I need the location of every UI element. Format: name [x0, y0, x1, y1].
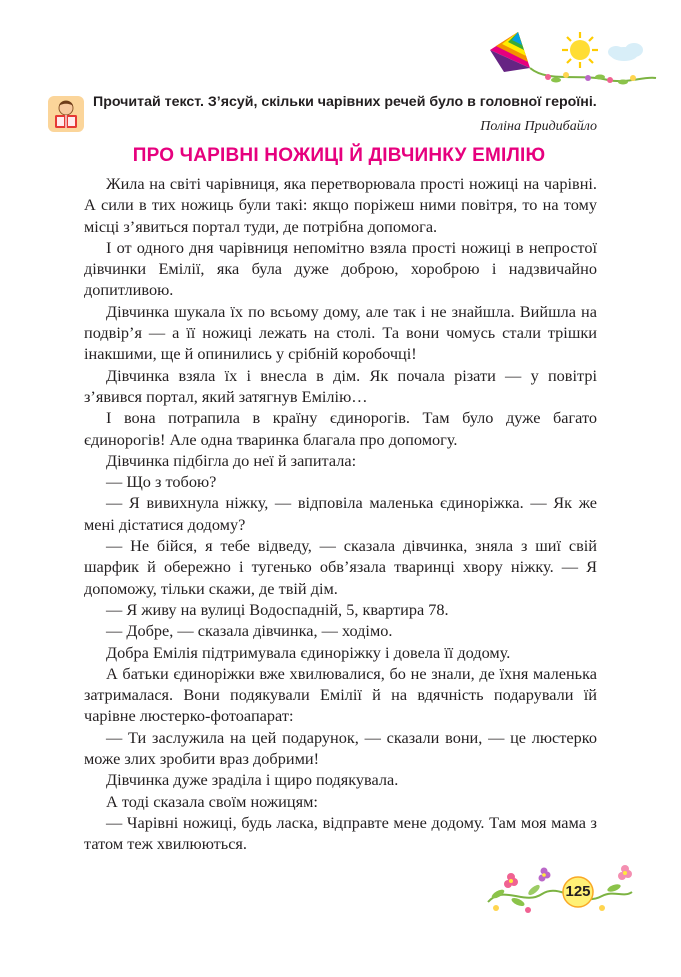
page-number: 125 — [565, 883, 591, 900]
story-paragraph: — Я живу на вулиці Водоспадній, 5, квартира 78. — [106, 599, 449, 619]
story-paragraph: — Ти заслужила на цей подарунок, — сказали вони, — це люстерко може злих зробити враз добрими! — [84, 727, 597, 769]
story-title: ПРО ЧАРІВНІ НОЖИЦІ Й ДІВЧИНКУ ЕМІЛІЮ — [132, 145, 546, 166]
story-paragraph: — Що з тобою? — [106, 472, 217, 492]
rainbow-kite-sun-illustration — [488, 28, 658, 98]
story-paragraph: Дівчинка підбігла до неї й запитала: — [106, 450, 357, 470]
reading-child-icon — [48, 96, 84, 132]
story-paragraph: І вона потрапила в країну єдинорогів. Там було дуже багато єдинорогів! Але одна тваринка благала про допомогу. — [84, 408, 597, 449]
story-paragraph: А тоді сказала своїм ножицям: — [106, 791, 318, 811]
story-paragraph: Дівчинка взяла їх і внесла в дім. Як почала різати — у повітрі з’явився портал, який затягнув Емілію… — [84, 365, 597, 406]
story-paragraph: — Добре, — сказала дівчинка, — ходімо. — [106, 621, 393, 641]
story-paragraph: І от одного дня чарівниця непомітно взяла прості ножиці в непростої дівчинки Емілії, яка була дуже доброю, хороброю і надзвичайно допитливою. — [84, 237, 597, 300]
story-paragraph: — Не бійся, я тебе відведу, — сказала дівчинка, зняла з шиї свій шарфик й обережно і тугенько обв’язала тваринці хвору ніжку. — Я допоможу, тільки скажи, де твій дім. — [84, 536, 597, 598]
story-paragraph: Дівчинка шукала їх по всьому дому, але так і не знайшла. Вийшла на подвір’я — а її ножиці лежать на столі. Та вони чомусь стали трішки інакшими, ще й опинились у срібній коробочці! — [84, 301, 597, 364]
author-name: Поліна Придибайло — [480, 119, 597, 134]
story-paragraph: А батьки єдиноріжки вже хвилювалися, бо не знали, де їхня маленька затрималася. Вони подякували Емілії й на вдячність подарували їй чарівне люстерко-фотоапарат: — [84, 663, 597, 726]
story-paragraph: Дівчинка дуже зраділа і щиро подякувала. — [106, 770, 399, 790]
story-paragraph: Добра Емілія підтримувала єдиноріжку і довела її додому. — [106, 642, 511, 662]
task-instruction: Прочитай текст. З’ясуй, скільки чарівних речей було в головної героїні. — [93, 94, 597, 110]
story-paragraph: — Чарівні ножиці, будь ласка, відправте мене додому. Там моя мама з татом теж хвилюються. — [84, 812, 597, 854]
story-paragraph: Жила на світі чарівниця, яка перетворювала прості ножиці на чарівні. А сили в тих ножиць були такі: якщо поріжеш ними повітря, то на тому місці з’явиться портал туди, де потрібна допомога. — [84, 174, 597, 236]
story-text — [84, 173, 597, 855]
story-paragraph: — Я вивихнула ніжку, — відповіла маленька єдиноріжка. — Як же мені дістатися додому? — [84, 493, 597, 534]
